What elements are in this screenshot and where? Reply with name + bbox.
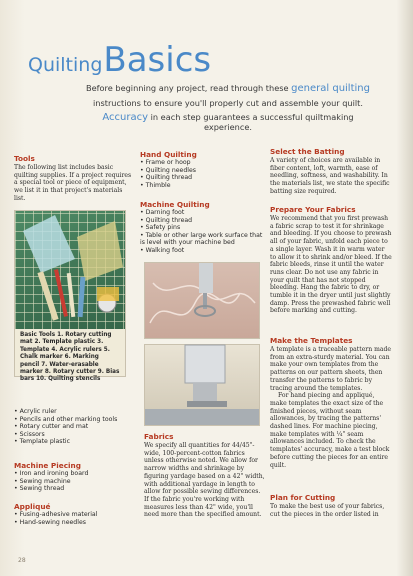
intro-line-3 — [78, 113, 378, 131]
batting-section — [270, 147, 392, 196]
list-item: • Quilting thread — [140, 217, 265, 225]
darning-foot-photo — [144, 262, 260, 339]
hand-quilting-heading: Hand Quilting — [140, 150, 197, 159]
machine-piecing-list — [14, 470, 139, 493]
tools-heading: Tools — [14, 154, 35, 163]
page-title — [28, 40, 211, 80]
list-item: • Pencils and other marking tools — [14, 416, 139, 424]
applique-heading: Appliqué — [14, 502, 51, 511]
machine-piecing-section — [14, 461, 139, 493]
templates-section — [270, 336, 392, 469]
fabrics-section — [144, 432, 266, 519]
cutting-section — [270, 493, 392, 518]
machine-piecing-heading: Machine Piecing — [14, 461, 81, 470]
list-item: • Acrylic ruler — [14, 408, 139, 416]
list-item: • Safety pins — [140, 224, 265, 232]
quilting-stitch-illustration — [145, 263, 259, 338]
intro-emphasis-2: Accuracy — [102, 112, 149, 123]
list-item: • Frame or hoop — [140, 159, 265, 167]
list-item: • Fusing-adhesive material — [14, 511, 139, 519]
intro-text-1: Before beginning any project, read through these — [86, 83, 292, 93]
applique-section — [14, 502, 139, 526]
walking-foot-illustration — [145, 345, 259, 425]
list-item: • Hand-sewing needles — [14, 519, 139, 527]
tools-text: The following list includes basic quilting supplies. If a project requires a special tool or piece of equipment, we list it in that project's materials list. — [14, 164, 132, 202]
tools-photo-caption: Basic Tools 1. Rotary cutting mat 2. Template plastic 3. Template 4. Acrylic rulers 5. Chalk marker 6. Marking pencil 7. Water-erasable marker 8. Rotary cutter 9. Bias bars 10. Quilting stencils — [15, 329, 125, 376]
tools-section — [14, 154, 132, 203]
applique-list — [14, 511, 139, 526]
machine-quilting-section — [140, 200, 265, 255]
basic-tools-photo — [14, 210, 126, 383]
list-item: • Quilting needles — [140, 167, 265, 175]
list-item: • Sewing machine — [14, 478, 139, 486]
fabrics-heading: Fabrics — [144, 432, 174, 441]
intro-line-1 — [78, 84, 378, 94]
prepare-fabrics-text: We recommend that you first prewash a fabric scrap to test it for shrinkage and bleeding. If you choose to prewash all of your fabric, unfold each piece to a single layer. Wash it in warm water to allow it to shrink and/or bleed. If the fabric bleeds, rinse it until the water runs clear. Do not use any fabric in your quilt that has not stopped bleeding. Hang the fabric to dry, or tumble it in the dryer until just slightly damp. Press the prewashed fabric well before marking and cutting. — [270, 215, 392, 315]
cutting-text: To make the best use of your fabrics, cut the pieces in the order listed in — [270, 503, 385, 518]
tools-illustration — [15, 211, 125, 329]
walking-foot-photo — [144, 344, 260, 426]
list-item: • Sewing thread — [14, 485, 139, 493]
list-item: • Thimble — [140, 182, 265, 190]
intro-text-3: in each step guarantees a successful quiltmaking experience. — [148, 112, 354, 132]
intro-emphasis-1: general quilting — [291, 83, 370, 94]
cutting-heading: Plan for Cutting — [270, 493, 336, 502]
title-word-quilting: Quilting — [28, 54, 103, 76]
list-item: • Walking foot — [140, 247, 265, 255]
hand-quilting-section — [140, 150, 265, 189]
tools-list — [14, 408, 139, 446]
title-word-basics: Basics — [103, 40, 212, 80]
list-item: • Scissors — [14, 431, 139, 439]
templates-text-1: A template is a traceable pattern made from an extra-sturdy material. You can make your own templates from the patterns on our pattern sheets, then transfer the patterns to fabric by tracing around the templates. — [270, 346, 392, 392]
list-item: • Darning foot — [140, 209, 265, 217]
list-item: • Rotary cutter and mat — [14, 423, 139, 431]
list-item: • Quilting thread — [140, 174, 265, 182]
intro-line-2: instructions to ensure you'll properly cut and assemble your quilt. — [93, 98, 363, 108]
list-item: • Template plastic — [14, 438, 139, 446]
templates-text-2: For hand piecing and appliqué, make templates the exact size of the finished pieces, without seam allowances, by tracing the patterns' dashed lines. For machine piecing, make templates with ¼" seam allowances included. To check the templates' accuracy, make a test block before cutting the pieces for an entire quilt. — [270, 392, 390, 469]
prepare-fabrics-heading: Prepare Your Fabrics — [270, 205, 356, 214]
templates-heading: Make the Templates — [270, 336, 353, 345]
hand-quilting-list — [140, 159, 265, 189]
list-item: • Table or other large work surface that is level with your machine bed — [140, 232, 265, 247]
machine-quilting-list — [140, 209, 265, 255]
fabrics-text: We specify all quantities for 44/45"-wide, 100-percent-cotton fabrics unless otherwise noted. We allow for narrow widths and shrinkage by figuring yardage based on a 42" width, with additional yardage in length to allow for possible sewing differences. If the fabric you're working with measures less than 42" wide, you'll need more than the specified amount. — [144, 442, 265, 519]
machine-quilting-heading: Machine Quilting — [140, 200, 210, 209]
batting-heading: Select the Batting — [270, 147, 345, 156]
page-number: 28 — [18, 557, 26, 564]
prepare-fabrics-section — [270, 205, 392, 315]
tools-list-section — [14, 408, 139, 446]
list-item: • Iron and ironing board — [14, 470, 139, 478]
batting-text: A variety of choices are available in fiber content, loft, warmth, ease of needling, softness, and washability. In the materials list, we state the specific batting size required. — [270, 157, 390, 195]
